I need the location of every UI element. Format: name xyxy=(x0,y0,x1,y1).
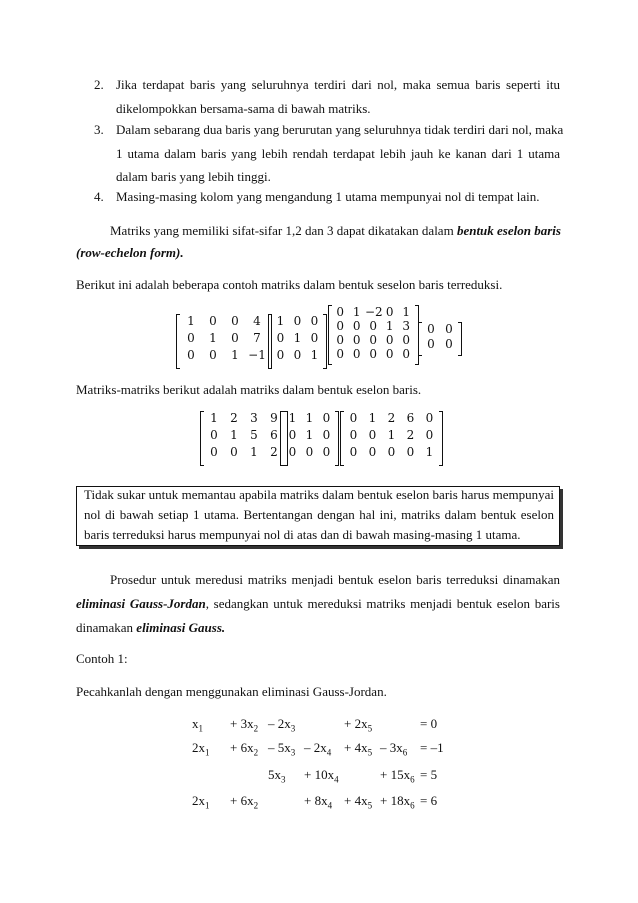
matrix-cell: 0 xyxy=(187,348,195,362)
matrix-cell: 1 xyxy=(352,305,361,319)
matrix-cell: 0 xyxy=(336,319,345,333)
matrix-cell: 1 xyxy=(387,428,396,442)
list-item-line: Dalam sebarang dua baris yang berurutan yang seluruhnya tidak terdiri dari nol, maka xyxy=(116,122,564,137)
paragraph-line xyxy=(110,223,560,239)
note-line: nol di bawah setiap 1 utama. Bertentangan dengan hal ini, matriks dalam bentuk eselon xyxy=(84,507,554,522)
matrix-bracket-right xyxy=(335,411,339,466)
matrix-cell: 0 xyxy=(210,445,218,459)
matrix-cell: 0 xyxy=(427,322,435,336)
matrix-cell: 0 xyxy=(231,314,239,328)
equation-term: – $2x_3$ xyxy=(268,716,296,734)
matrix-cell: 1 xyxy=(425,445,434,459)
equation-term: $x_1$ xyxy=(192,716,203,734)
matrix-cell: 4 xyxy=(253,314,261,328)
list-item-line: 1 utama dalam baris yang lebih rendah terdapat lebih jauh ke kanan dari 1 utama xyxy=(116,146,560,161)
matrix-cell: 0 xyxy=(349,411,358,425)
matrix-cell: 0 xyxy=(336,347,345,361)
matrix-cell: 0 xyxy=(187,331,195,345)
matrix-cell: 1 xyxy=(368,411,377,425)
matrix-cell: −2 xyxy=(365,305,383,319)
equation-term: = 6 xyxy=(420,793,438,808)
matrix-cell: 1 xyxy=(209,331,217,345)
matrix-cell: 0 xyxy=(336,333,345,347)
list-item-line: dalam baris yang lebih tinggi. xyxy=(116,169,271,184)
matrix-cell: 7 xyxy=(253,331,261,345)
matrix-cell: 2 xyxy=(270,445,278,459)
matrix-cell: 0 xyxy=(349,445,358,459)
matrix-cell: 1 xyxy=(310,348,319,362)
matrix-cell: 3 xyxy=(250,411,258,425)
matrix-cell: 0 xyxy=(369,333,378,347)
paragraph-line: Prosedur untuk meredusi matriks menjadi bentuk eselon baris terreduksi dinamakan xyxy=(110,572,560,587)
matrix-cell: −1 xyxy=(248,348,266,362)
matrix-cell: 0 xyxy=(349,428,358,442)
matrix-cell: 0 xyxy=(336,305,345,319)
matrix-cell: 1 xyxy=(250,445,258,459)
matrix-cell: 0 xyxy=(310,314,319,328)
ref-intro: Matriks-matriks berikut adalah matriks dalam bentuk eselon baris. xyxy=(76,382,422,397)
term-gauss-jordan: eliminasi Gauss-Jordan xyxy=(76,596,206,611)
matrix-cell: 0 xyxy=(352,319,361,333)
matrix-cell: 0 xyxy=(369,319,378,333)
matrix-cell: 0 xyxy=(352,333,361,347)
matrix-cell: 3 xyxy=(402,319,411,333)
term-gauss: eliminasi Gauss. xyxy=(136,620,226,635)
matrix-cell: 6 xyxy=(270,428,278,442)
example-label: Contoh 1: xyxy=(76,651,128,666)
matrix-cell: 0 xyxy=(445,322,453,336)
example-prompt: Pecahkanlah dengan menggunakan eliminasi Gauss-Jordan. xyxy=(76,684,387,699)
list-item-line: Masing-masing kolom yang mengandung 1 utama mempunyai nol di tempat lain. xyxy=(116,189,540,204)
matrix-cell: 2 xyxy=(387,411,396,425)
matrix-cell: 0 xyxy=(305,445,314,459)
equation-term: + $4x_5$ xyxy=(344,793,373,811)
equation-term: + $6x_2$ xyxy=(230,793,259,811)
paragraph-text: Matriks yang memiliki sifat-sifar 1,2 dan 3 dapat dikatakan dalam xyxy=(110,223,457,238)
matrix-cell: 5 xyxy=(250,428,258,442)
matrix-cell: 0 xyxy=(276,348,285,362)
equation-term: $2x_1$ xyxy=(192,740,210,758)
matrix-cell: 0 xyxy=(406,445,415,459)
equation-term: – $3x_6$ xyxy=(380,740,408,758)
matrix-cell: 0 xyxy=(368,445,377,459)
matrix-cell: 0 xyxy=(209,314,217,328)
matrix-cell: 2 xyxy=(406,428,415,442)
matrix-cell: 0 xyxy=(231,331,239,345)
equation-term: + $10x_4$ xyxy=(304,767,339,785)
list-item-line: Jika terdapat baris yang seluruhnya terdiri dari nol, maka semua baris seperti itu xyxy=(116,77,560,92)
matrix-cell: 0 xyxy=(385,347,394,361)
equation-term: + $4x_5$ xyxy=(344,740,373,758)
equation-term: + $15x_6$ xyxy=(380,767,415,785)
equation-term: + $18x_6$ xyxy=(380,793,415,811)
matrix-cell: 0 xyxy=(322,428,331,442)
equation-term: $5x_3$ xyxy=(268,767,286,785)
matrix-cell: 0 xyxy=(445,337,453,351)
matrix-cell: 0 xyxy=(293,314,302,328)
paragraph-line xyxy=(76,596,560,612)
matrix-bracket-right xyxy=(323,314,327,369)
matrix-cell: 9 xyxy=(270,411,278,425)
equation-term: = 0 xyxy=(420,716,438,731)
paragraph-text: dinamakan xyxy=(76,620,137,635)
paragraph-text: , sedangkan untuk mereduksi matriks menjadi bentuk eselon baris xyxy=(205,596,560,611)
equation-term: – $5x_3$ xyxy=(268,740,296,758)
matrix-cell: 0 xyxy=(352,347,361,361)
matrix-cell: 6 xyxy=(406,411,415,425)
matrix-cell: 0 xyxy=(288,428,297,442)
matrix-cell: 0 xyxy=(322,445,331,459)
matrix-cell: 0 xyxy=(385,305,394,319)
list-item-line: dikelompokkan bersama-sama di bawah matriks. xyxy=(116,101,371,116)
matrix-cell: 1 xyxy=(385,319,394,333)
equation-term: $2x_1$ xyxy=(192,793,210,811)
matrix-cell: 0 xyxy=(276,331,285,345)
list-number: 4. xyxy=(94,189,104,204)
matrix-cell: 1 xyxy=(305,411,314,425)
matrix-cell: 0 xyxy=(402,333,411,347)
matrix-cell: 0 xyxy=(402,347,411,361)
note-line: baris terreduksi harus mempunyai nol di atas dan di bawah masing-masing 1 utama. xyxy=(84,527,521,542)
matrix-cell: 1 xyxy=(288,411,297,425)
matrix-bracket-right xyxy=(458,322,462,356)
rref-intro: Berikut ini adalah beberapa contoh matriks dalam bentuk seselon baris terreduksi. xyxy=(76,277,503,292)
equation-term: = 5 xyxy=(420,767,438,782)
matrix-cell: 1 xyxy=(276,314,285,328)
term-row-echelon-english: (row-echelon form). xyxy=(76,245,184,260)
term-row-echelon: bentuk eselon baris xyxy=(456,223,561,238)
matrix-cell: 0 xyxy=(210,428,218,442)
matrix-cell: 1 xyxy=(210,411,218,425)
matrix-cell: 0 xyxy=(425,411,434,425)
matrix-cell: 1 xyxy=(231,348,239,362)
equation-term: + $3x_2$ xyxy=(230,716,259,734)
matrix-cell: 0 xyxy=(293,348,302,362)
paragraph-line xyxy=(76,620,225,636)
paragraph-line xyxy=(76,245,184,261)
matrix-cell: 0 xyxy=(369,347,378,361)
equation-term: + $8x_4$ xyxy=(304,793,333,811)
matrix-cell: 0 xyxy=(387,445,396,459)
equation-term: – $2x_4$ xyxy=(304,740,332,758)
list-number: 2. xyxy=(94,77,104,92)
note-line: Tidak sukar untuk memantau apabila matriks dalam bentuk eselon baris harus mempunyai xyxy=(84,487,554,502)
matrix-cell: 0 xyxy=(230,445,238,459)
equation-term: + $6x_2$ xyxy=(230,740,259,758)
matrix-cell: 1 xyxy=(402,305,411,319)
matrix-cell: 0 xyxy=(385,333,394,347)
matrix-cell: 0 xyxy=(209,348,217,362)
matrix-cell: 0 xyxy=(425,428,434,442)
matrix-cell: 2 xyxy=(230,411,238,425)
matrix-bracket-right xyxy=(439,411,443,466)
equation-term: = –1 xyxy=(420,740,444,755)
matrix-cell: 1 xyxy=(293,331,302,345)
list-number: 3. xyxy=(94,122,104,137)
matrix-cell: 1 xyxy=(187,314,195,328)
matrix-cell: 0 xyxy=(310,331,319,345)
matrix-cell: 0 xyxy=(427,337,435,351)
matrix-cell: 1 xyxy=(230,428,238,442)
matrix-cell: 1 xyxy=(305,428,314,442)
matrix-cell: 0 xyxy=(322,411,331,425)
equation-term: + $2x_5$ xyxy=(344,716,373,734)
matrix-cell: 0 xyxy=(288,445,297,459)
matrix-cell: 0 xyxy=(368,428,377,442)
